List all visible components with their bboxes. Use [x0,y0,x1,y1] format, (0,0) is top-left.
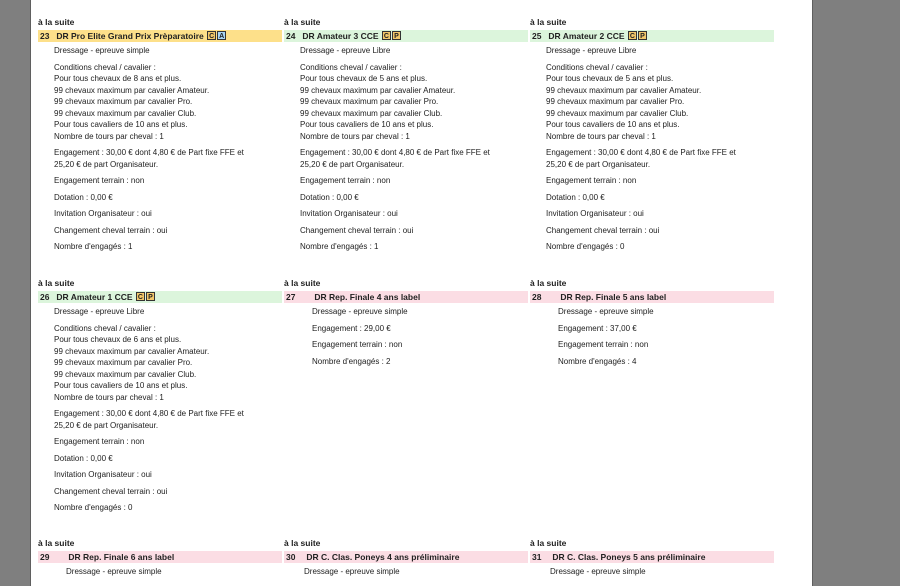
event-card-31 [530,537,774,578]
changement: Changement cheval terrain : oui [54,225,168,235]
invitation: Invitation Organisateur : oui [300,209,398,218]
event-card-24 [284,16,528,253]
engagement-line: 25,20 € de part Organisateur. [54,159,159,169]
condition-line: Pour tous cavaliers de 10 ans et plus. [300,120,434,129]
event-title: DR Amateur 1 CCE [56,292,133,302]
dotation: Dotation : 0,00 € [54,192,113,202]
event-title: DR C. Clas. Poneys 5 ans préliminaire [552,552,706,562]
engagement-fee [546,147,774,170]
event-card-28 [530,277,774,367]
event-card-30 [284,537,528,578]
engagement-terrain: Engagement terrain : non [54,176,145,185]
condition-line: 99 chevaux maximum par cavalier Pro. [54,358,193,367]
event-card-25 [530,16,774,253]
condition-line: Pour tous chevaux de 6 ans et plus. [54,335,182,344]
engagement-fee [300,147,528,170]
conditions [54,62,282,143]
engages-count: Nombre d'engagés : 1 [54,242,133,251]
condition-line: 99 chevaux maximum par cavalier Pro. [546,97,685,106]
discipline: Dressage - epreuve Libre [300,46,391,55]
changement: Changement cheval terrain : oui [300,225,414,235]
discipline: Dressage - epreuve simple [558,307,654,316]
engagement-line: Engagement : 30,00 € dont 4,80 € de Part fixe FFE et [54,148,244,157]
conditions [54,323,282,404]
condition-line: Conditions cheval / cavalier : [546,62,648,72]
event-number: 28 [532,292,542,302]
event-number: 23 [40,31,50,41]
engagement-line: Engagement : 30,00 € dont 4,80 € de Part fixe FFE et [546,148,736,157]
schedule-label: à la suite [284,278,321,288]
schedule-label: à la suite [530,278,567,288]
engages-count: Nombre d'engagés : 0 [54,503,133,512]
dotation: Dotation : 0,00 € [546,192,605,202]
discipline: Dressage - epreuve simple [304,567,400,576]
condition-line: 99 chevaux maximum par cavalier Amateur. [300,85,456,95]
event-number: 31 [532,552,542,562]
event-header[interactable] [530,291,774,303]
condition-line: Nombre de tours par cheval : 1 [54,392,164,402]
condition-line: 99 chevaux maximum par cavalier Amateur. [546,85,702,95]
condition-line: Pour tous chevaux de 5 ans et plus. [546,74,674,83]
engagement-line: 25,20 € de part Organisateur. [546,159,651,169]
engagement-fee [54,408,282,431]
schedule-label: à la suite [38,17,75,27]
event-number: 29 [40,552,50,562]
schedule-label: à la suite [38,278,75,288]
category-p-badge: P [638,31,647,40]
category-c-badge: C [629,33,635,41]
engagement-terrain: Engagement terrain : non [558,340,649,349]
event-header[interactable] [530,551,774,563]
category-c-badge: C [383,33,389,41]
condition-line: 99 chevaux maximum par cavalier Club. [54,108,197,118]
event-header[interactable] [284,291,528,303]
event-title: DR Rep. Finale 5 ans label [560,292,667,302]
event-title: DR Amateur 2 CCE [548,31,625,41]
engagement-fee [54,147,282,170]
condition-line: Conditions cheval / cavalier : [54,323,156,333]
event-number: 30 [286,552,296,562]
program-page [30,0,813,586]
engagement-line: 25,20 € de part Organisateur. [54,420,159,430]
conditions [300,62,528,143]
engagement-fee: Engagement : 29,00 € [312,323,391,333]
event-card-26 [38,277,282,514]
engagement-line: Engagement : 30,00 € dont 4,80 € de Part fixe FFE et [300,148,490,157]
event-header[interactable] [38,291,282,303]
condition-line: Nombre de tours par cheval : 1 [546,131,656,141]
invitation: Invitation Organisateur : oui [54,209,152,218]
event-title: DR C. Clas. Poneys 4 ans préliminaire [306,552,460,562]
category-c-badge: C [209,33,215,41]
event-header[interactable] [530,30,774,42]
condition-line: Pour tous cavaliers de 10 ans et plus. [54,120,188,129]
discipline: Dressage - epreuve simple [312,307,408,316]
schedule-label: à la suite [284,17,321,27]
condition-line: Pour tous cavaliers de 10 ans et plus. [54,381,188,390]
event-card-27 [284,277,528,367]
condition-line: 99 chevaux maximum par cavalier Amateur. [54,346,210,356]
condition-line: Pour tous cavaliers de 10 ans et plus. [546,120,680,129]
engages-count: Nombre d'engagés : 0 [546,242,625,251]
discipline: Dressage - epreuve simple [54,46,150,55]
condition-line: Conditions cheval / cavalier : [54,62,156,72]
event-number: 26 [40,292,50,302]
event-title: DR Amateur 3 CCE [302,31,379,41]
condition-line: Conditions cheval / cavalier : [300,62,402,72]
engagement-terrain: Engagement terrain : non [546,176,637,185]
event-number: 24 [286,31,296,41]
condition-line: 99 chevaux maximum par cavalier Amateur. [54,85,210,95]
dotation: Dotation : 0,00 € [300,192,359,202]
event-title: DR Pro Elite Grand Prix Prèparatoire [56,31,204,41]
changement: Changement cheval terrain : oui [546,225,660,235]
category-p-badge: P [392,31,401,40]
discipline: Dressage - epreuve Libre [54,307,145,316]
schedule-label: à la suite [530,538,567,548]
discipline: Dressage - epreuve Libre [546,46,637,55]
engages-count: Nombre d'engagés : 4 [558,356,637,366]
category-a-badge: A [219,33,225,41]
condition-line: 99 chevaux maximum par cavalier Club. [300,108,443,118]
condition-line: Nombre de tours par cheval : 1 [54,131,164,141]
event-number: 25 [532,31,542,41]
schedule-label: à la suite [38,538,75,548]
dotation: Dotation : 0,00 € [54,453,113,463]
schedule-label: à la suite [284,538,321,548]
event-header[interactable] [38,551,282,563]
condition-line: Nombre de tours par cheval : 1 [300,131,410,141]
event-card-29 [38,537,282,578]
event-header[interactable] [284,551,528,563]
event-card-23 [38,16,282,253]
category-c-badge: C [137,294,143,302]
engages-count: Nombre d'engagés : 2 [312,356,391,366]
engagement-line: 25,20 € de part Organisateur. [300,159,405,169]
conditions [546,62,774,143]
condition-line: 99 chevaux maximum par cavalier Pro. [54,97,193,106]
event-title: DR Rep. Finale 6 ans label [68,552,175,562]
event-header[interactable] [38,30,282,42]
condition-line: 99 chevaux maximum par cavalier Club. [54,369,197,379]
condition-line: Pour tous chevaux de 5 ans et plus. [300,74,428,83]
invitation: Invitation Organisateur : oui [54,470,152,479]
category-p-badge: P [146,292,155,301]
event-title: DR Rep. Finale 4 ans label [314,292,421,302]
engagement-terrain: Engagement terrain : non [54,437,145,446]
changement: Changement cheval terrain : oui [54,486,168,496]
invitation: Invitation Organisateur : oui [546,209,644,218]
condition-line: 99 chevaux maximum par cavalier Pro. [300,97,439,106]
discipline: Dressage - epreuve simple [550,567,646,576]
engagement-terrain: Engagement terrain : non [300,176,391,185]
condition-line: 99 chevaux maximum par cavalier Club. [546,108,689,118]
schedule-label: à la suite [530,17,567,27]
engages-count: Nombre d'engagés : 1 [300,242,379,251]
event-header[interactable] [284,30,528,42]
event-number: 27 [286,292,296,302]
discipline: Dressage - epreuve simple [66,567,162,576]
condition-line: Pour tous chevaux de 8 ans et plus. [54,74,182,83]
engagement-terrain: Engagement terrain : non [312,340,403,349]
engagement-fee: Engagement : 37,00 € [558,323,637,333]
engagement-line: Engagement : 30,00 € dont 4,80 € de Part fixe FFE et [54,409,244,418]
